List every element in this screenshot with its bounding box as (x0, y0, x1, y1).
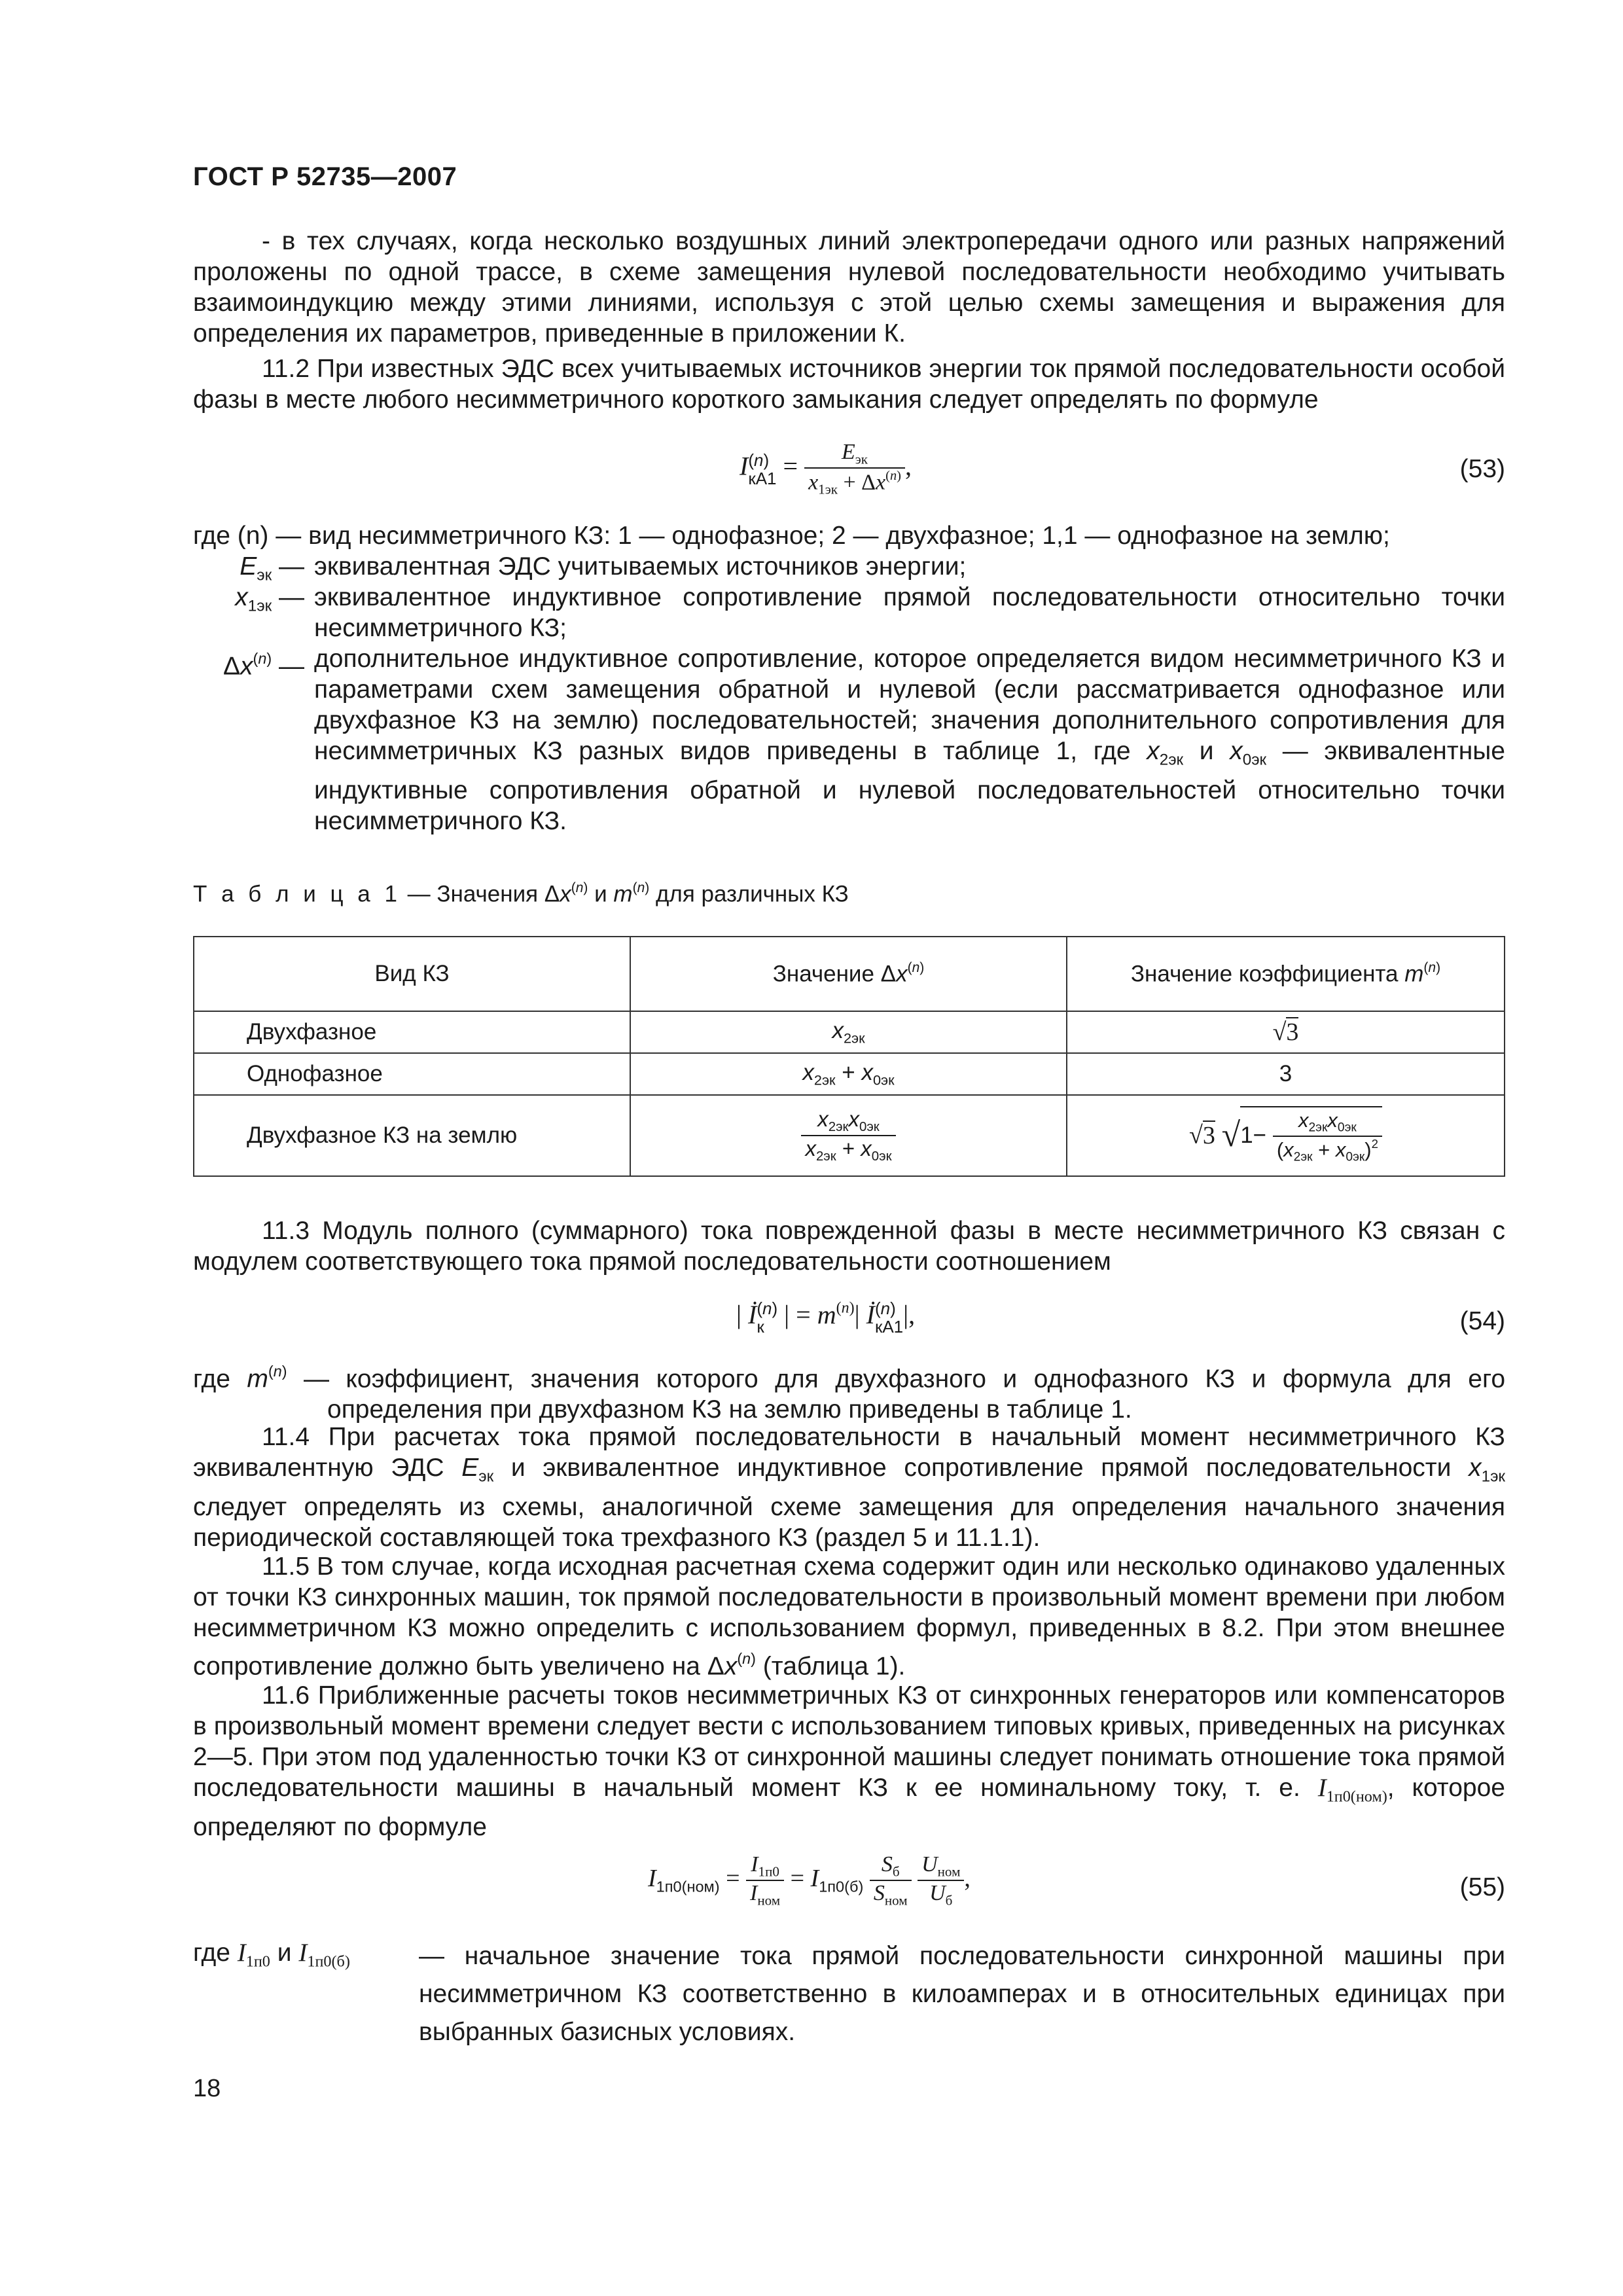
p-11-4-a: 11.4 При расчетах тока прямой последовательности в начальный момент несимметричного КЗ эквивалентную ЭДС (193, 1423, 1505, 1482)
def-x1-text: эквивалентное индуктивное сопротивление прямой последовательности относительно точки несимметричного КЗ; (314, 583, 1505, 642)
def-n-text: вид несимметричного КЗ: 1 — однофазное; 2 — двухфазное; 1,1 — однофазное на землю; (308, 522, 1390, 550)
table-row (194, 1053, 1505, 1095)
cell-m: √3 √1− $\frac{x_{2эк}x_{0эк}}{(x_{2эк} + x_{0эк})^2}$ (1067, 1095, 1505, 1176)
def-55-term: где $I_{1п0}$ и $I_{1п0(б)}$ (193, 1939, 350, 1971)
def-m-prefix: где (193, 1365, 230, 1393)
cell-kind: Двухфазное КЗ на землю (194, 1095, 630, 1176)
cell-kind: Двухфазное (194, 1011, 630, 1053)
table-caption-text-a: — Значения (407, 881, 539, 907)
col-header-m: Значение коэффициента $m^{(n)}$ (1067, 937, 1505, 1011)
def-x1-term: $x_{1эк}$ — (235, 583, 304, 615)
def-m-text: — коэффициент, значения которого для двухфазного и однофазного КЗ и формула для его определения при двухфазном КЗ на землю приведены в таблице 1. (303, 1365, 1506, 1424)
table-caption-label: Т а б л и ц а 1 (193, 881, 401, 907)
p-11-4-c: следует определять из схемы, аналогичной схеме замещения для определения начального значения периодической составляющей тока трехфазного КЗ (раздел 5 и 11.1.1). (193, 1493, 1505, 1552)
cell-dx: $x_{2эк}$ (630, 1011, 1067, 1053)
def-dx: $\Delta x^{(n)}$ — дополнительное индуктивное сопротивление, которое определяется видом несимметричного КЗ и параметрами схем замещения обратной и нулевой (если рассматривается однофазное или двухфазное КЗ на землю) последовательностей; значения дополнительного сопротивления для несимметричных КЗ разных видов приведены в таблице 1, где $x_{2эк}$ и $x_{0эк}$ — эквивалентные индуктивные сопротивления обратной и нулевой последовательностей относительно точки несимметричного КЗ. (193, 643, 1505, 836)
p-11-5-b: (таблица 1). (762, 1652, 906, 1681)
cell-dx: $x_{2эк} + x_{0эк}$ (630, 1053, 1067, 1095)
def-n (193, 520, 1505, 551)
def-n-term: где (n) — (193, 522, 302, 550)
def-dx-term: $\Delta x^{(n)}$ — (223, 650, 304, 681)
cell-m: √3 (1067, 1011, 1505, 1053)
definitions-53 (193, 520, 1505, 836)
p-11-6-text: 11.6 Приближенные расчеты токов несимметричных КЗ от синхронных генераторов или компенсаторов в произвольный момент времени следует вести с использованием типовых кривых, приведенных на рисунках 2—5. При этом под удаленностью точки КЗ от синхронной машины следует понимать отношение тока прямой последовательности машины в начальный момент КЗ к ее номинальному току, т. е. (193, 1681, 1505, 1802)
cell-dx: $\frac{x_{2эк}x_{0эк}}{x_{2эк} + x_{0эк}}$ (630, 1095, 1067, 1176)
def-e (193, 551, 1505, 582)
table-caption: Т а б л и ц а 1 — Значения $\Delta x^{(n)}$ и $m^{(n)}$ для различных КЗ (193, 880, 849, 907)
def-e-term: $E_{эк}$ — (240, 552, 304, 584)
def-e-text: эквивалентная ЭДС учитываемых источников энергии; (314, 552, 967, 581)
def-dx-and: и (1199, 737, 1214, 765)
paragraph-11-3: 11.3 Модуль полного (суммарного) тока поврежденной фазы в месте несимметричного КЗ связан с модулем соответствующего тока прямой последовательности соотношением (193, 1217, 1505, 1276)
p-11-5-a: 11.5 В том случае, когда исходная расчетная схема содержит один или несколько одинаково удаленных от точки КЗ синхронных машин, ток прямой последовательности в произвольный момент времени при любом несимметричном КЗ можно определить с использованием формул, приведенных в 8.2. При этом внешнее сопротивление должно быть увеличено на (193, 1552, 1505, 1681)
def-m: где $m^{(n)}$ — коэффициент, значения которого для двухфазного и однофазного КЗ и формула для его определения при двухфазном КЗ на землю приведены в таблице 1. (193, 1363, 1506, 1424)
equation-number-55: (55) (1459, 1873, 1505, 1901)
table-caption-text-b: для различных КЗ (655, 881, 849, 907)
def-55-and: и (277, 1939, 292, 1967)
paragraph-11-5: 11.5 В том случае, когда исходная расчетная схема содержит один или несколько одинаково удаленных от точки КЗ синхронных машин, ток прямой последовательности в произвольный момент времени при любом несимметричном КЗ можно определить с использованием формул, приведенных в 8.2. При этом внешнее сопротивление должно быть увеличено на $\Delta x^{(n)}$ (таблица 1). (193, 1552, 1505, 1681)
formula-53: I (n) кА1 = $\frac{E_{эк}}{x_{1эк} + \Delta x^{(n)}}$ , (740, 440, 912, 498)
paragraph-intro: - в тех случаях, когда несколько воздушных линий электропередачи одного или разных напряжений проложены по одной трассе, в схеме замещения нулевой последовательности необходимо учитывать взаимоиндукцию между этими линиями, используя с этой целью схемы замещения и выражения для определения их параметров, приведенные в приложении К. (193, 227, 1505, 348)
formula-55: $I_{1п0(ном)}$ = $\frac{I_{1п0}}{I_{ном}}$ = $I_{1п0(б)}$ $\frac{S_б}{S_{ном}}$ $\frac{U_{ном}}{U_б}$ , (648, 1852, 971, 1909)
cell-kind: Однофазное (194, 1053, 630, 1095)
formula-54: | İ (n) к | = $m^{(n)}|$ İ (n) кА1 |, (736, 1299, 916, 1336)
table-caption-and: и (594, 881, 607, 907)
paragraph-11-2: 11.2 При известных ЭДС всех учитываемых источников энергии ток прямой последовательности особой фазы в месте любого несимметричного короткого замыкания следует определять по формуле (193, 355, 1505, 414)
table-row (194, 1095, 1505, 1176)
page-number: 18 (193, 2075, 221, 2102)
def-x1 (193, 582, 1505, 643)
table-1 (193, 936, 1505, 1177)
table-row (194, 1011, 1505, 1053)
equation-number-53: (53) (1459, 455, 1505, 483)
col-header-kind: Вид КЗ (194, 937, 630, 1011)
paragraph-11-4: 11.4 При расчетах тока прямой последовательности в начальный момент несимметричного КЗ эквивалентную ЭДС $E_{эк}$ и эквивалентное индуктивное сопротивление прямой последовательности $x_{1эк}$ следует определять из схемы, аналогичной схеме замещения для определения начального значения периодической составляющей тока трехфазного КЗ (раздел 5 и 11.1.1). (193, 1423, 1505, 1552)
col-header-dx: Значение $\Delta x^{(n)}$ (630, 937, 1067, 1011)
paragraph-11-6: 11.6 Приближенные расчеты токов несимметричных КЗ от синхронных генераторов или компенсаторов в произвольный момент времени следует вести с использованием типовых кривых, приведенных на рисунках 2—5. При этом под удаленностью точки КЗ от синхронной машины следует понимать отношение тока прямой последовательности машины в начальный момент КЗ к ее номинальному току, т. е. $I_{1п0(ном)}$, которое определяют по формуле (193, 1681, 1505, 1842)
def-dx-text-a: дополнительное индуктивное сопротивление, которое определяется видом несимметричного КЗ и параметрами схем замещения обратной и нулевой (если рассматривается однофазное или двухфазное КЗ на землю) последовательностей; значения дополнительного сопротивления для несимметричных КЗ разных видов приведены в таблице 1, где (314, 645, 1505, 765)
def-dx-text-b: — эквивалентные индуктивные сопротивления обратной и нулевой последовательностей относительно точки несимметричного КЗ. (314, 737, 1505, 836)
def-55-prefix: где (193, 1939, 230, 1967)
table-header-row (194, 937, 1505, 1011)
definitions-54 (193, 1356, 1505, 1425)
p-11-4-b: и эквивалентное индуктивное сопротивление прямой последовательности (510, 1454, 1452, 1482)
cell-m: 3 (1067, 1053, 1505, 1095)
equation-number-54: (54) (1459, 1307, 1505, 1335)
p-11-6-tail: , которое определяют по формуле (193, 1774, 1505, 1842)
def-55-text: — начальное значение тока прямой последовательности синхронной машины при несимметричном КЗ соответственно в килоамперах и в относительных единицах при выбранных базисных условиях. (419, 1942, 1505, 2046)
document-header: ГОСТ Р 52735—2007 (193, 162, 457, 191)
